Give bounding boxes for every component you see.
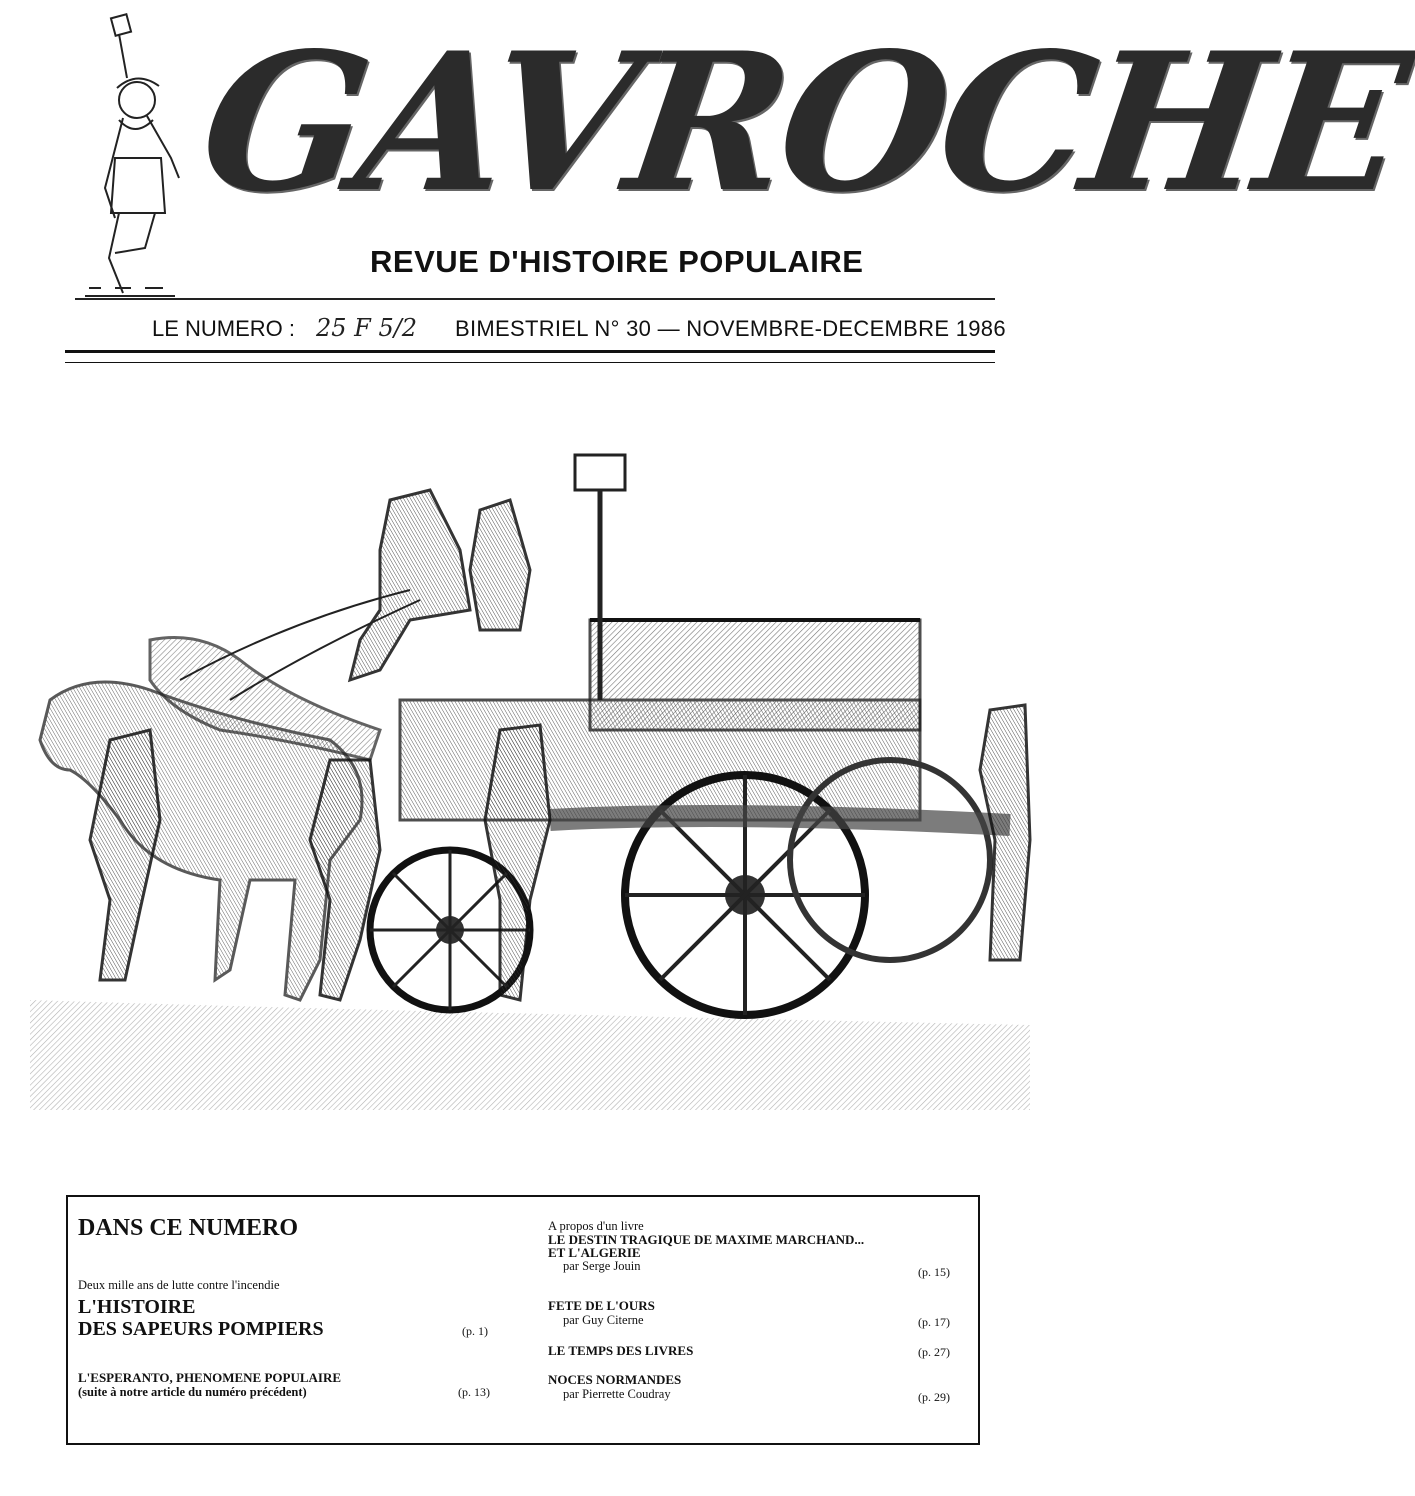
toc-author-marchand: par Serge Jouin	[563, 1259, 641, 1273]
header-rule-thin	[65, 362, 995, 363]
price-label: LE NUMERO :	[152, 316, 296, 341]
masthead-rule	[75, 298, 995, 300]
masthead-title: GAVROCHE	[189, 11, 1415, 234]
toc-title-esperanto: L'ESPERANTO, PHENOMENE POPULAIRE	[78, 1370, 342, 1385]
toc-title-marchand-line1: LE DESTIN TRAGIQUE DE MAXIME MARCHAND...	[548, 1232, 865, 1247]
toc-author-ours: par Guy Citerne	[563, 1313, 644, 1327]
toc-title-pompiers-line1: L'HISTOIRE	[78, 1296, 196, 1318]
toc-title-noces: NOCES NORMANDES	[548, 1372, 682, 1387]
toc-title-livres: LE TEMPS DES LIVRES	[548, 1343, 694, 1358]
gavroche-boy-illustration	[75, 8, 185, 308]
toc-title-marchand-line2: ET L'ALGERIE	[548, 1245, 641, 1260]
toc-page-marchand: (p. 15)	[918, 1265, 950, 1279]
price-handwritten: 25 F 5/2	[316, 314, 418, 342]
toc-page-livres: (p. 27)	[918, 1345, 950, 1359]
toc-page-pompiers: (p. 1)	[462, 1324, 488, 1338]
toc-title-pompiers-line2: DES SAPEURS POMPIERS	[78, 1318, 324, 1340]
toc-kicker-pompiers: Deux mille ans de lutte contre l'incendie	[78, 1278, 280, 1292]
issue-line: BIMESTRIEL N° 30 — NOVEMBRE-DECEMBRE 1986	[455, 316, 1006, 341]
masthead-subtitle: REVUE D'HISTOIRE POPULAIRE	[370, 244, 864, 279]
toc-page-noces: (p. 29)	[918, 1390, 950, 1404]
fire-engine-engraving	[30, 440, 1030, 1110]
toc-heading: DANS CE NUMERO	[78, 1215, 299, 1241]
toc-page-ours: (p. 17)	[918, 1315, 950, 1329]
toc-page-esperanto: (p. 13)	[458, 1385, 490, 1399]
toc-author-noces: par Pierrette Coudray	[563, 1387, 671, 1401]
toc-note-esperanto: (suite à notre article du numéro précédent)	[78, 1385, 307, 1399]
header-rule-thick	[65, 350, 995, 353]
toc-title-ours: FETE DE L'OURS	[548, 1298, 655, 1313]
toc-kicker-marchand: A propos d'un livre	[548, 1219, 644, 1233]
